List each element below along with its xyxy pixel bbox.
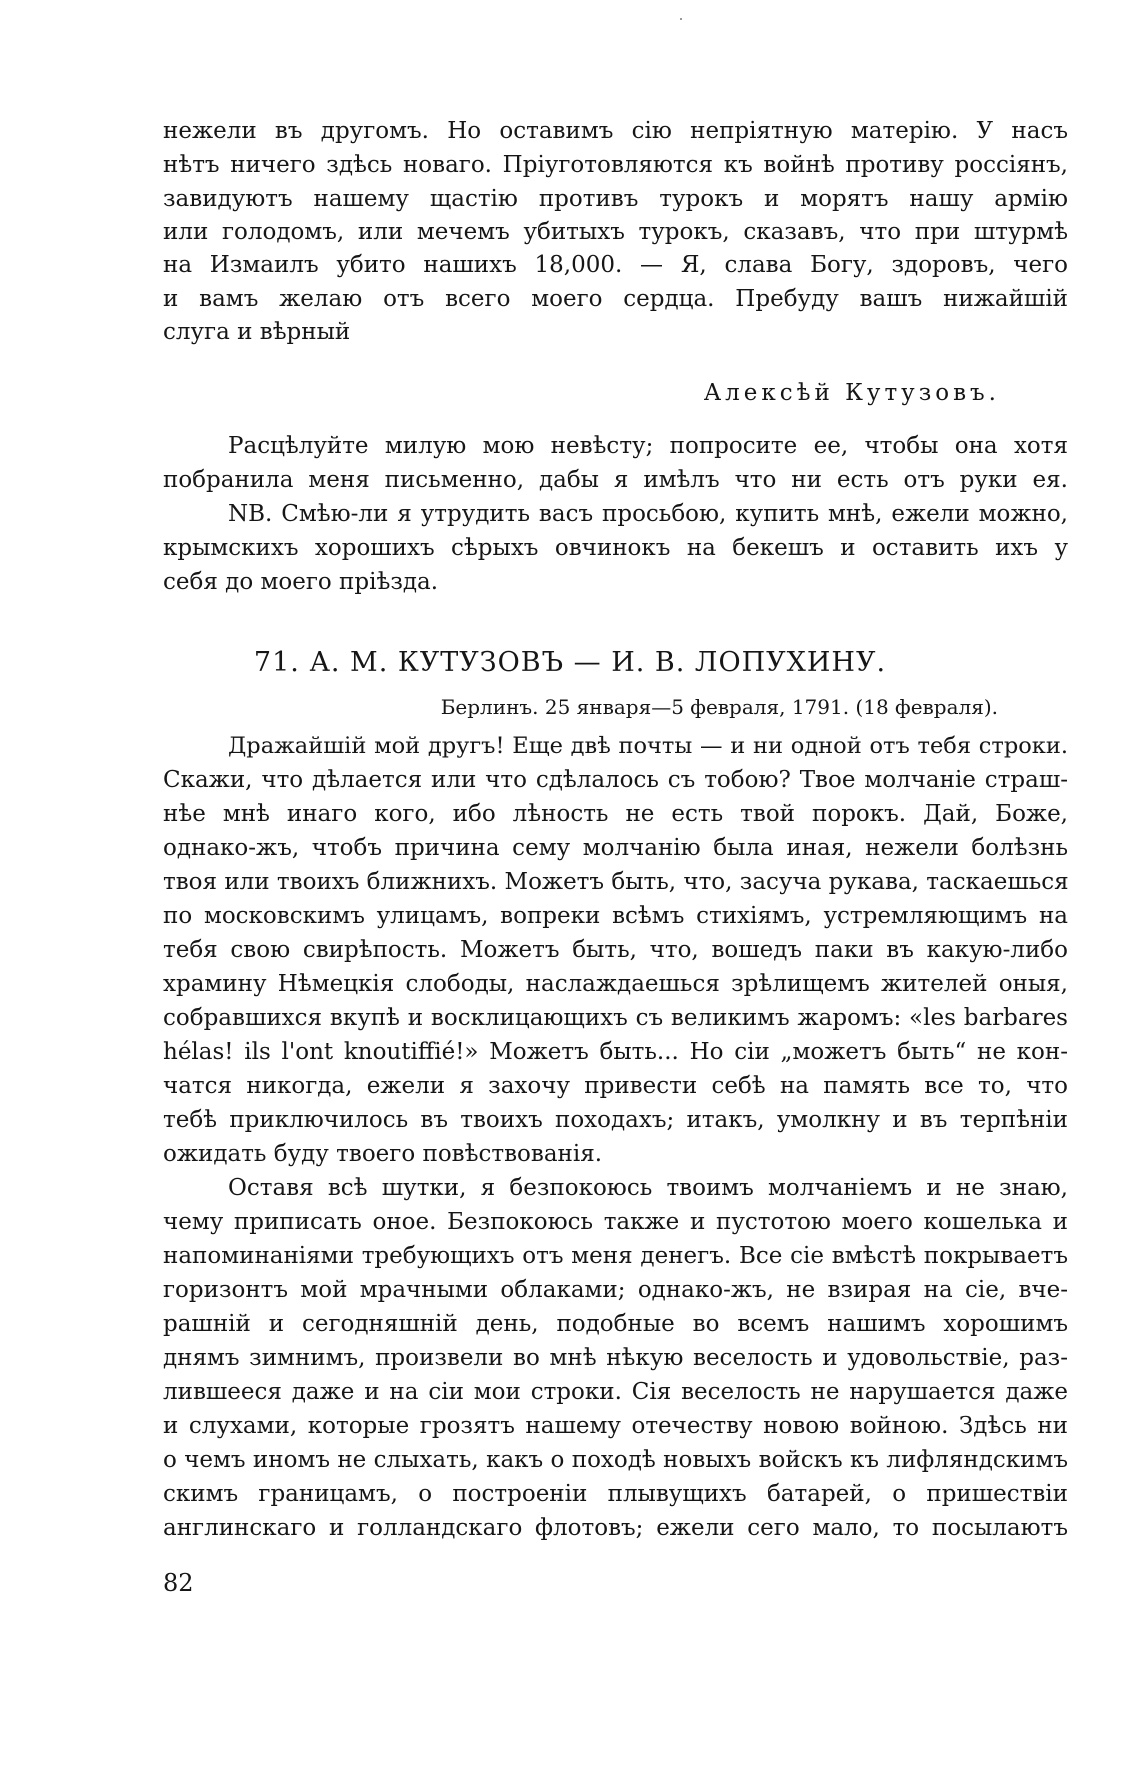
text-line: нѣтъ ничего здѣсь новаго. Пріуготовляются къ войнѣ противу россіянъ, bbox=[163, 152, 1068, 178]
text-line: напоминаніями требующихъ отъ меня денегъ. Все сіе вмѣстѣ покрываетъ bbox=[163, 1243, 1068, 1269]
text-line: твоя или твоихъ ближнихъ. Можетъ быть, что, засуча рукава, таскаешься bbox=[163, 869, 1069, 895]
text-line: завидуютъ нашему щастію противъ турокъ и морятъ нашу армію bbox=[163, 186, 1068, 212]
text-line: о чемъ иномъ не слыхать, какъ о походѣ новыхъ войскъ къ лифляндскимъ bbox=[163, 1447, 1068, 1473]
text-line: храмину Нѣмецкія слободы, наслаждаешься зрѣлищемъ жителей оныя, bbox=[163, 971, 1068, 997]
postscript-line: крымскихъ хорошихъ сѣрыхъ овчинокъ на бекешъ и оставить ихъ у bbox=[163, 535, 1068, 561]
letter-heading: 71. А. М. КУТУЗОВЪ — И. В. ЛОПУХИНУ. bbox=[253, 647, 887, 678]
text-line: горизонтъ мой мрачными облаками; однако-жъ, не взирая на сіе, вче- bbox=[163, 1277, 1068, 1303]
text-line: Скажи, что дѣлается или что сдѣлалось съ тобою? Твое молчаніе страш- bbox=[163, 767, 1068, 793]
place-date: Берлинъ. 25 января—5 февраля, 1791. (18 февраля). bbox=[440, 695, 998, 719]
text-line: англинскаго и голландскаго флотовъ; ежели сего мало, то посылаютъ bbox=[163, 1515, 1068, 1541]
text-line: и слухами, которые грозятъ нашему отечеству новою войною. Здѣсь ни bbox=[163, 1413, 1068, 1439]
postscript-line: Расцѣлуйте милую мою невѣсту; попросите ее, чтобы она хотя bbox=[228, 433, 1068, 459]
text-line: слуга и вѣрный bbox=[163, 319, 351, 345]
postscript-line: NB. Смѣю-ли я утрудить васъ просьбою, купить мнѣ, ежели можно, bbox=[228, 501, 1068, 527]
text-line: чему приписать оное. Безпокоюсь также и пустотою моего кошелька и bbox=[163, 1209, 1068, 1235]
text-line: Дражайшій мой другъ! Еще двѣ почты — и ни одной отъ тебя строки. bbox=[228, 733, 1068, 759]
speck bbox=[680, 18, 682, 20]
text-line: рашній и сегодняшній день, подобные во всемъ нашимъ хорошимъ bbox=[163, 1311, 1068, 1337]
text-line: тебя свою свирѣпость. Можетъ быть, что, вошедъ паки въ какую-либо bbox=[163, 937, 1068, 963]
text-line: Оставя всѣ шутки, я безпокоюсь твоимъ молчаніемъ и не знаю, bbox=[228, 1175, 1068, 1201]
text-line: на Измаилъ убито нашихъ 18,000. — Я, слава Богу, здоровъ, чего bbox=[163, 252, 1068, 278]
text-line: по московскимъ улицамъ, вопреки всѣмъ стихіямъ, устремляющимъ на bbox=[163, 903, 1068, 929]
text-line: ожидать буду твоего повѣствованія. bbox=[163, 1141, 603, 1167]
postscript-line: побранила меня письменно, дабы я имѣлъ что ни есть отъ руки ея. bbox=[163, 467, 1068, 493]
signature: Алексѣй Кутузовъ. bbox=[703, 380, 1000, 406]
text-line: или голодомъ, или мечемъ убитыхъ турокъ, сказавъ, что при штурмѣ bbox=[163, 219, 1068, 245]
text-line: скимъ границамъ, о построеніи плывущихъ батарей, о пришествіи bbox=[163, 1481, 1068, 1507]
text-line: днямъ зимнимъ, произвели во мнѣ нѣкую веселость и удовольствіе, раз- bbox=[163, 1345, 1068, 1371]
text-line: и вамъ желаю отъ всего моего сердца. Пребуду вашъ нижайшій bbox=[163, 286, 1068, 312]
postscript-line: себя до моего пріѣзда. bbox=[163, 569, 439, 595]
text-line: однако-жъ, чтобъ причина сему молчанію была иная, нежели болѣзнь bbox=[163, 835, 1068, 861]
text-line: нѣе мнѣ инаго кого, ибо лѣность не есть твой порокъ. Дай, Боже, bbox=[163, 801, 1068, 827]
text-line: лившееся даже и на сіи мои строки. Сія веселость не нарушается даже bbox=[163, 1379, 1068, 1405]
text-line: тебѣ приключилось въ твоихъ походахъ; итакъ, умолкну и въ терпѣніи bbox=[163, 1107, 1068, 1133]
text-line: hélas! ils l'ont knoutiffié!» Можетъ быть... Но сіи „можетъ быть“ не кон- bbox=[163, 1039, 1068, 1065]
text-line: нежели въ другомъ. Но оставимъ сію непріятную матерію. У насъ bbox=[163, 118, 1068, 144]
page-number: 82 bbox=[163, 1569, 194, 1597]
text-line: собравшихся вкупѣ и восклицающихъ съ великимъ жаромъ: «les barbares bbox=[163, 1005, 1068, 1031]
text-line: чатся никогда, ежели я захочу привести себѣ на память все то, что bbox=[163, 1073, 1068, 1099]
